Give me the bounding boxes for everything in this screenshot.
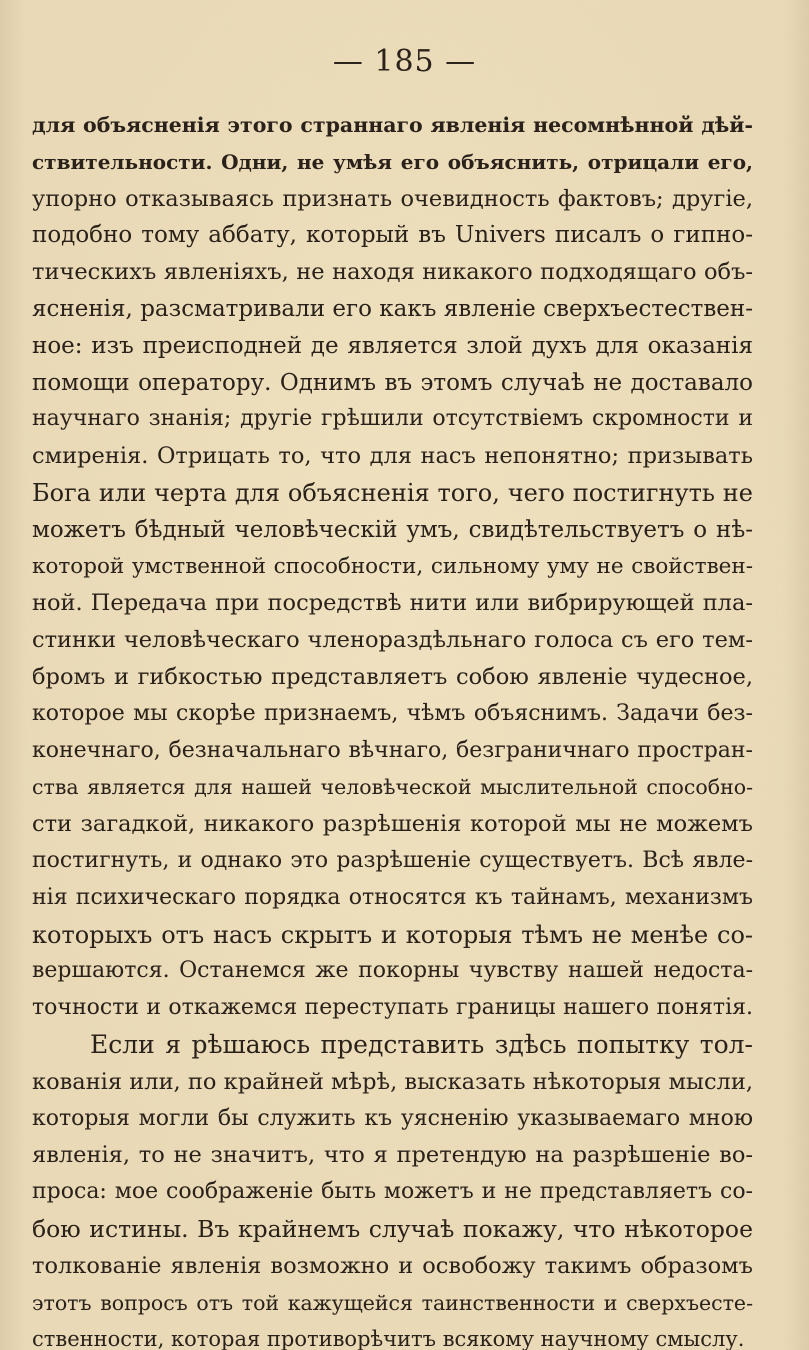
text-line: ной. Передача при посредствѣ нити или вибрирующей пла- — [32, 590, 753, 617]
text-line: можетъ бѣдный человѣческій умъ, свидѣтельствуетъ о нѣ- — [32, 516, 753, 543]
text-line: ясненія, разсматривали его какъ явленіе сверхъестествен- — [32, 295, 753, 322]
text-line: кованія или, по крайней мѣрѣ, высказать нѣкоторыя мысли, — [32, 1068, 753, 1095]
text-line: ное: изъ преисподней де является злой духъ для оказанія — [32, 332, 753, 359]
text-line: вершаются. Останемся же покорны чувству нашей недоста- — [32, 958, 753, 984]
text-line: толкованіе явленія возможно и освобожу такимъ образомъ — [32, 1252, 753, 1279]
text-line: научнаго знанія; другіе грѣшили отсутствіемъ скромности и — [32, 406, 753, 432]
text-line: которое мы скорѣе признаемъ, чѣмъ объяснимъ. Задачи без- — [32, 700, 753, 726]
text-line: этотъ вопросъ отъ той кажущейся таинственности и сверхъесте- — [32, 1290, 753, 1315]
text-line: смиренія. Отрицать то, что для насъ непонятно; призывать — [32, 443, 753, 470]
text-line: для объясненія этого страннаго явленія несомнѣнной дѣй- — [32, 113, 753, 137]
text-line: бою истины. Въ крайнемъ случаѣ покажу, что нѣкоторое — [32, 1214, 753, 1243]
text-line: ства является для нашей человѣческой мыслительной способно- — [32, 775, 753, 800]
text-line: ственности, которая противорѣчитъ всякому научному смыслу. — [32, 1327, 745, 1350]
text-line: сти загадкой, никакого разрѣшенія которой мы не можемъ — [32, 811, 753, 838]
text-line: конечнаго, безначальнаго вѣчнаго, безграничнаго простран- — [32, 737, 753, 763]
text-line: ствительности. Одни, не умѣя его объяснить, отрицали его, — [32, 149, 753, 174]
text-line: точности и откажемся переступать границы нашего понятія. — [32, 995, 753, 1021]
text-line: явленія, то не значитъ, что я претендую на разрѣшеніе во- — [32, 1142, 753, 1169]
text-line: постигнуть, и однако это разрѣшеніе существуетъ. Всѣ явле- — [32, 847, 753, 873]
text-line: нія психическаго порядка относятся къ тайнамъ, механизмъ — [32, 884, 753, 910]
text-line: Если я рѣшаюсь представить здѣсь попытку тол- — [90, 1029, 753, 1059]
text-line: которыхъ отъ насъ скрытъ и которыя тѣмъ не менѣе со- — [32, 920, 753, 949]
text-line: бромъ и гибкостью представляетъ собою явленіе чудесное, — [32, 663, 753, 690]
text-line: помощи оператору. Однимъ въ этомъ случаѣ не доставало — [32, 369, 753, 396]
text-line: тическихъ явленіяхъ, не находя никакого подходящаго объ- — [32, 259, 753, 286]
text-line: которыя могли бы служить къ уясненію указываемаго мною — [32, 1105, 753, 1131]
text-line: стинки человѣческаго членораздѣльнаго голоса съ его тем- — [32, 627, 753, 654]
text-line: упорно отказываясь признать очевидность фактовъ; другіе, — [32, 185, 753, 212]
text-line: Бога или черта для объясненія того, чего постигнуть не — [32, 478, 753, 507]
text-line: проса: мое соображеніе быть можетъ и не представляетъ со- — [32, 1179, 753, 1205]
body-text — [32, 107, 753, 1350]
page-number: — 185 — — [332, 44, 477, 79]
text-line: подобно тому аббату, который въ Univers писалъ о гипно- — [32, 222, 753, 249]
text-line: которой умственной способности, сильному уму не свойствен- — [32, 553, 753, 579]
